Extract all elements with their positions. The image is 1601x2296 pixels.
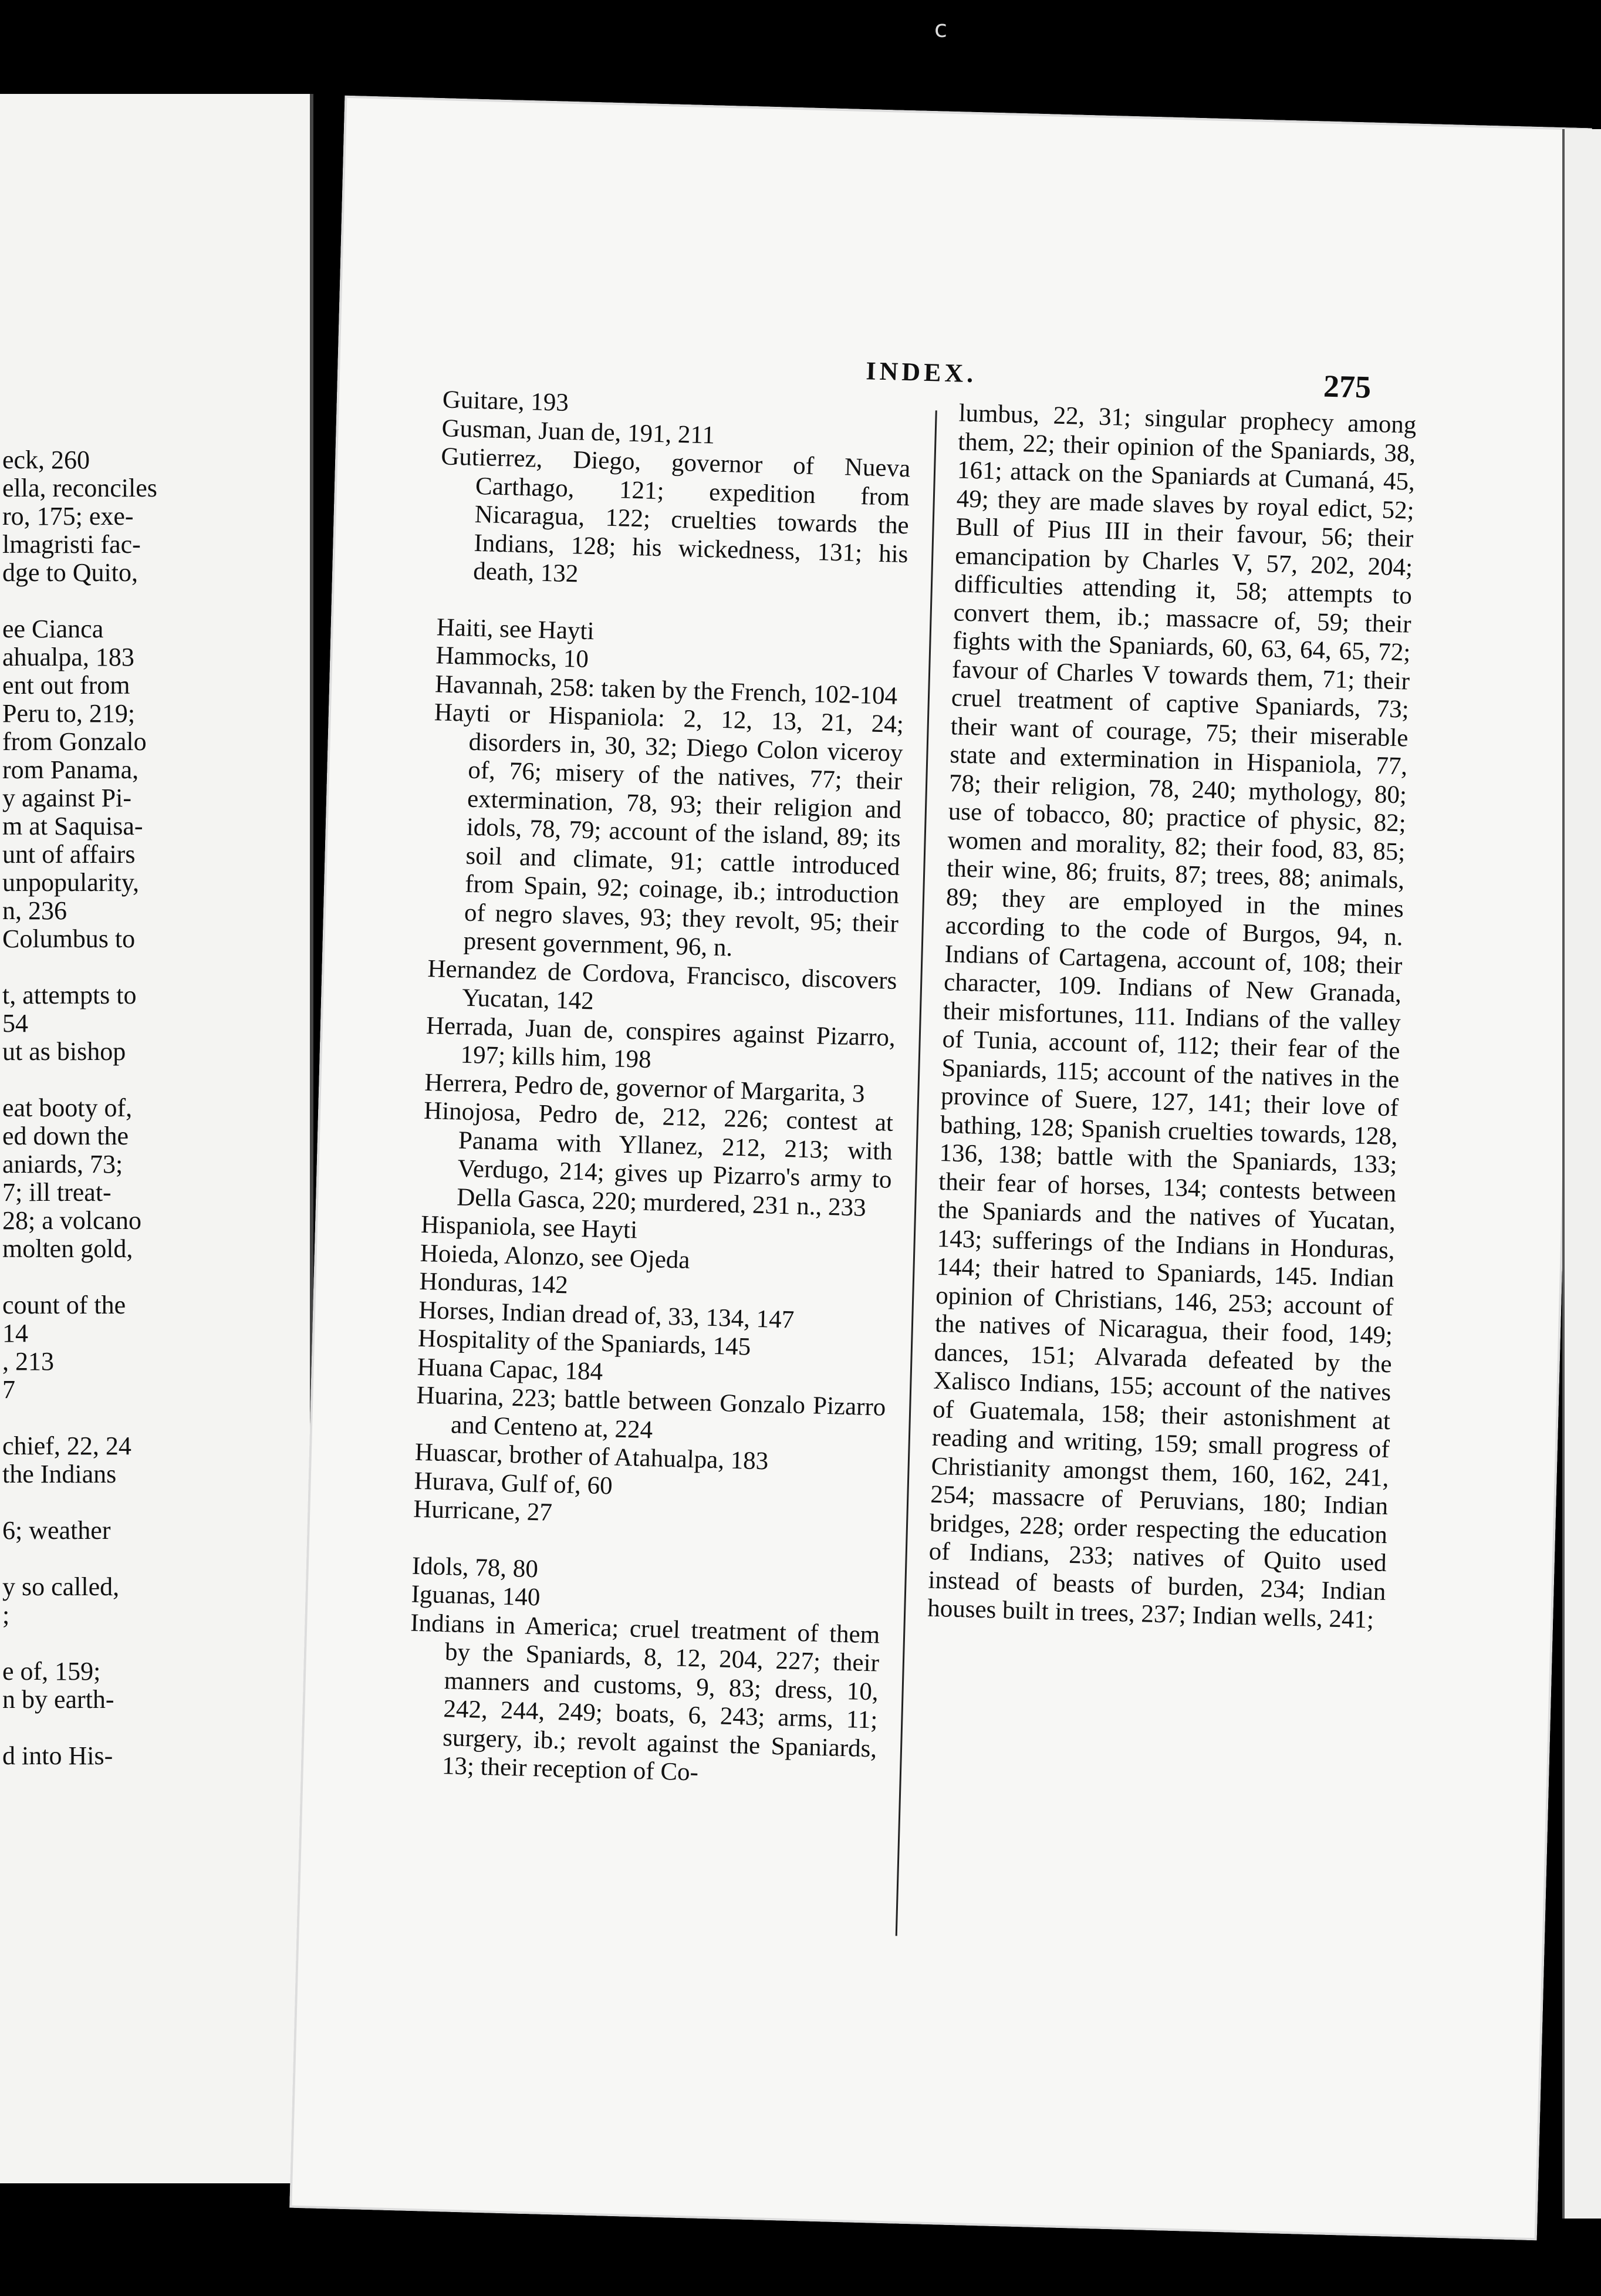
facing-page-line: the Indians <box>2 1460 117 1488</box>
facing-page-line: , 213 <box>2 1347 54 1376</box>
facing-page-line: lmagristi fac- <box>2 530 141 559</box>
facing-page-line: unt of affairs <box>2 840 136 869</box>
facing-page-line: e of, 159; <box>2 1657 101 1686</box>
facing-page-line: d into His- <box>2 1741 113 1770</box>
index-entry: Havannah, 258: taken by the French, 102-104 <box>434 670 898 710</box>
index-column-right <box>927 399 1417 1635</box>
index-entry: Honduras, 142 <box>419 1267 569 1299</box>
index-entry: Hinojosa, Pedro de, 212, 226; contest at Panama with Yllanez, 212, 213; with Verdugo, 214; gives up Pizarro's army to Della Gasca, 220; murdered, 231 n., 233 <box>423 1096 894 1222</box>
index-entry: Gutierrez, Diego, governor of Nueva Carthago, 121; expedition from Nicaragua, 122; cruelties towards the Indians, 128; his wickedness, 131; his death, 132 <box>440 443 911 588</box>
facing-page-line: y against Pi- <box>2 784 131 812</box>
facing-page-line: n by earth- <box>2 1685 114 1714</box>
facing-page-line: eat booty of, <box>2 1093 133 1122</box>
facing-page-line: t, attempts to <box>2 981 137 1009</box>
running-head: INDEX. <box>865 356 977 389</box>
index-page <box>289 96 1592 2240</box>
facing-page-line: y so called, <box>2 1572 120 1601</box>
facing-page-line: aniards, 73; <box>2 1150 123 1179</box>
facing-page-line: molten gold, <box>2 1234 133 1263</box>
facing-page-line: ella, reconciles <box>2 474 157 502</box>
index-entry: Hayti or Hispaniola: 2, 12, 13, 21, 24; disorders in, 30, 32; Diego Colon viceroy of, 76; misery of the natives, 77; their extermination, 78, 93; their religion and idols, 78, 79; account of the island, 89; its soil and climate, 91; cattle introduced from Spain, 92; coinage, ib.; introduction of negro slaves, 93; they revolt, 95; their present government, 96, n. <box>434 698 904 962</box>
facing-page-line: m at Saquisa- <box>2 812 143 840</box>
facing-page-line: ut as bishop <box>2 1037 126 1066</box>
facing-page-line: 6; weather <box>2 1516 111 1545</box>
facing-page-line: ee Cianca <box>2 614 104 643</box>
facing-page-fragment <box>0 94 313 2183</box>
scan-mark: c <box>934 16 947 43</box>
index-entry: Hispaniola, see Hayti <box>420 1210 638 1244</box>
facing-page-line: Peru to, 219; <box>2 699 136 728</box>
index-entry: Hurava, Gulf of, 60 <box>414 1467 613 1500</box>
facing-page-line: from Gonzalo <box>2 727 147 756</box>
page-edge <box>1562 129 1601 2219</box>
facing-page-line: ent out from <box>2 671 130 700</box>
facing-page-line: ahualpa, 183 <box>2 643 134 671</box>
facing-page-line: 54 <box>2 1009 28 1038</box>
index-entry: Herrada, Juan de, conspires against Pizarro, 197; kills him, 198 <box>425 1011 896 1074</box>
facing-page-line: unpopularity, <box>2 868 139 897</box>
index-entry: Guitare, 193 <box>442 386 569 417</box>
facing-page-line: ; <box>2 1601 10 1629</box>
facing-page-line: dge to Quito, <box>2 558 138 587</box>
index-entry: Huana Capac, 184 <box>417 1353 603 1386</box>
index-entry: Iguanas, 140 <box>411 1580 541 1612</box>
facing-page-line: 14 <box>2 1319 28 1348</box>
index-entry: Huarina, 223; battle between Gonzalo Pizarro and Centeno at, 224 <box>416 1381 886 1444</box>
index-entry: Hospitality of the Spaniards, 145 <box>417 1324 751 1361</box>
index-column-left <box>406 386 912 1792</box>
facing-page-line: n, 236 <box>2 896 67 925</box>
facing-page-line: count of the <box>2 1291 126 1319</box>
index-entry: Idols, 78, 80 <box>411 1552 539 1583</box>
index-entry: Indians in America; cruel treatment of them by the Spaniards, 8, 12, 204, 227; their manners and customs, 9, 83; dress, 10, 242, 244, 249; boats, 6, 243; arms, 11; surgery, ib.; revolt against the Spaniards, 13; their reception of Co- <box>410 1609 880 1787</box>
facing-page-line: eck, 260 <box>2 445 90 474</box>
facing-page-line: ro, 175; exe- <box>2 502 134 531</box>
facing-page-line: 28; a volcano <box>2 1206 142 1235</box>
index-entry: Hoieda, Alonzo, see Ojeda <box>420 1239 691 1274</box>
index-entry: Huascar, brother of Atahualpa, 183 <box>414 1438 769 1475</box>
index-entry: Herrera, Pedro de, governor of Margarita, 3 <box>424 1068 866 1108</box>
index-entry: Haiti, see Hayti <box>436 613 595 645</box>
index-entry: Hernandez de Cordova, Francisco, discovers Yucatan, 142 <box>427 954 897 1015</box>
facing-page-line: rom Panama, <box>2 755 139 784</box>
page-number: 275 <box>1323 368 1372 405</box>
index-entry-continued: lumbus, 22, 31; singular prophecy among them, 22; their opinion of the Spaniards, 38, 161; attack on the Spaniards at Cumaná, 45, 49; they are made slaves by royal edict, 52; Bull of Pius III in their favour, 56; their emancipation by Charles V, 57, 202, 204; difficulties attending it, 58; attempts to convert them, ib.; massacre of, 59; their fights with the Spaniards, 60, 63, 64, 65, 72; favour of Charles V towards them, 71; their cruel treatment of captive Spaniards, 73; their want of courage, 75; their miserable state and extermination in Hispaniola, 77, 78; their religion, 78, 240; mythology, 80; use of tobacco, 80; practice of physic, 82; women and morality, 82; their food, 83, 85; their wine, 86; fruits, 87; trees, 88; animals, 89; they are employed in the mines according to the code of Burgos, 94, n. Indians of Cartagena, account of, 108; their character, 109. Indians of New Granada, their misfortunes, 111. Indians of the valley of Tunia, account of, 112; their fear of the Spaniards, 115; account of the natives in the province of Suere, 127, 141; their love of bathing, 128; Spanish cruelties towards, 128, 136, 138; battle with the Spaniards, 133; their fear of horses, 134; contests between the Spaniards and the natives of Yucatan, 143; sufferings of the Indians in Honduras, 144; their hatred to Spaniards, 145. Indian opinion of Christians, 146, 253; account of the natives of Nicaragua, their food, 149; dances, 151; Alvarada defeated by the Xalisco Indians, 155; account of the natives of Guatemala, 158; their astonishment at reading and writing, 159; small progress of Christianity amongst them, 160, 162, 241, 254; massacre of Peruvians, 180; Indian bridges, 228; order respecting the education of Indians, 233; natives of Quito used instead of beasts of burden, 234; Indian houses built in trees, 237; Indian wells, 241; <box>927 399 1417 1634</box>
facing-page-line: Columbus to <box>2 924 136 953</box>
index-entry: Horses, Indian dread of, 33, 134, 147 <box>418 1296 795 1334</box>
index-entry: Hurricane, 27 <box>413 1495 553 1527</box>
facing-page-line: 7 <box>2 1375 15 1404</box>
facing-page-line: 7; ill treat- <box>2 1178 112 1207</box>
index-entry: Hammocks, 10 <box>435 641 589 673</box>
facing-page-line: ed down the <box>2 1122 129 1150</box>
facing-page-line: chief, 22, 24 <box>2 1431 131 1460</box>
index-entry: Gusman, Juan de, 191, 211 <box>441 414 715 449</box>
